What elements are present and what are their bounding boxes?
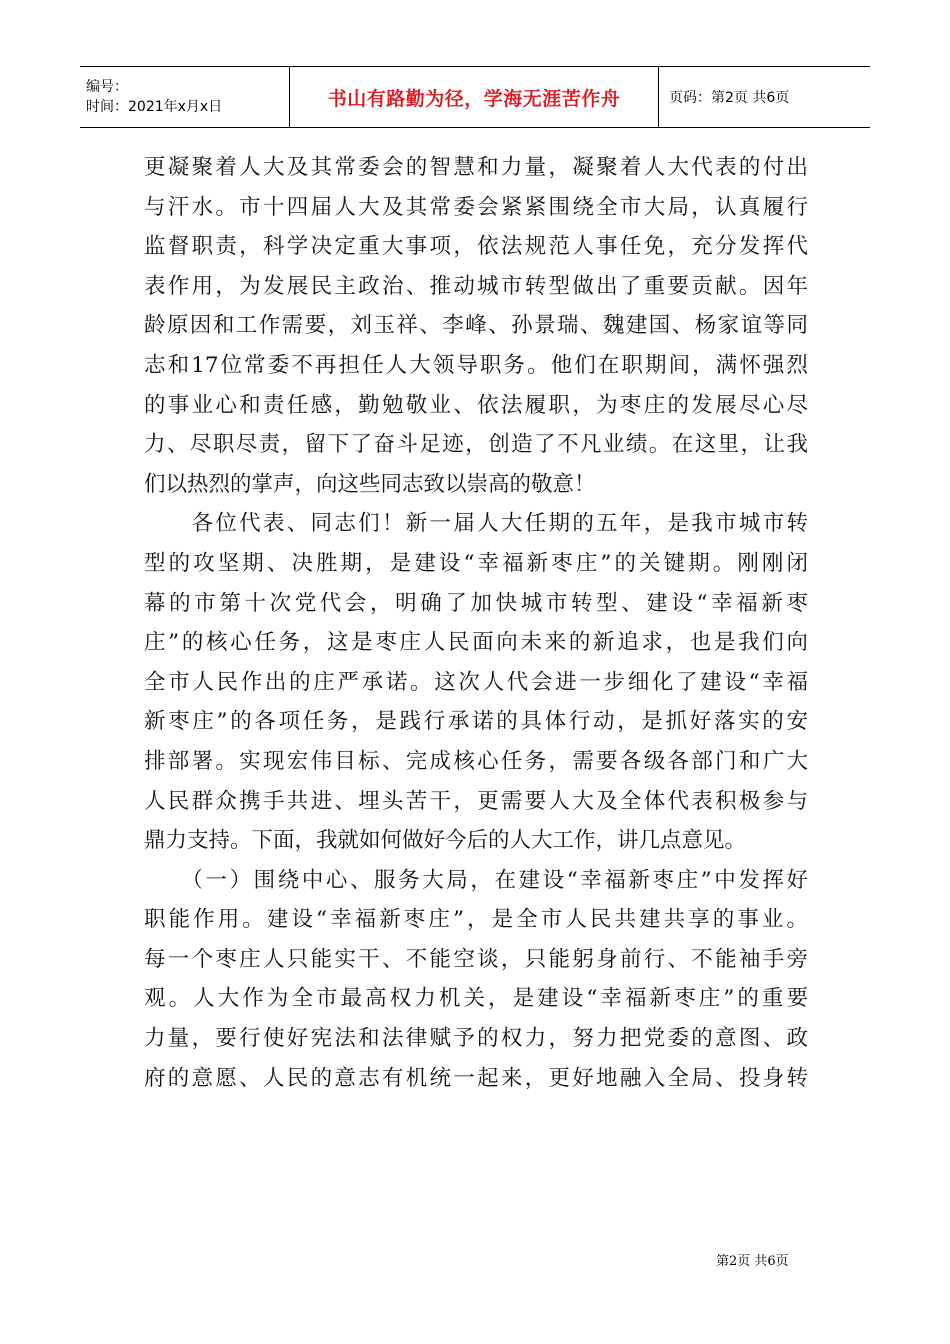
body-line: 幕的市第十次党代会，明确了加快城市转型、建设“幸福新枣 xyxy=(144,590,808,616)
body-line: 型的攻坚期、决胜期，是建设“幸福新枣庄”的关键期。刚刚闭 xyxy=(144,550,808,576)
body-line: 排部署。实现宏伟目标、完成核心任务，需要各级各部门和广大 xyxy=(144,748,808,774)
document-body xyxy=(144,148,808,1098)
body-line: 力量，要行使好宪法和法律赋予的权力，努力把党委的意图、政 xyxy=(144,1026,808,1052)
body-line: 志和17位常委不再担任人大领导职务。他们在职期间，满怀强烈 xyxy=(144,352,808,378)
body-line: 与汗水。市十四届人大及其常委会紧紧围绕全市大局，认真履行 xyxy=(144,194,808,220)
body-line: 更凝聚着人大及其常委会的智慧和力量，凝聚着人大代表的付出 xyxy=(144,155,808,180)
body-line: 全市人民作出的庄严承诺。这次人代会进一步细化了建设“幸福 xyxy=(144,669,808,695)
body-line: 鼎力支持。下面，我就如何做好今后的人大工作，讲几点意见。 xyxy=(144,828,747,854)
body-line: 职能作用。建设“幸福新枣庄”，是全市人民共建共享的事业。 xyxy=(144,907,808,933)
body-line: （一）围绕中心、服务大局，在建设“幸福新枣庄”中发挥好 xyxy=(144,867,808,893)
body-line: 力、尽职尽责，留下了奋斗足迹，创造了不凡业绩。在这里，让我 xyxy=(144,432,808,458)
body-line: 龄原因和工作需要，刘玉祥、李峰、孙景瑞、魏建国、杨家谊等同 xyxy=(144,313,808,339)
header-page-number: 页码：第2页 共6页 xyxy=(669,90,790,106)
body-line: 人民群众携手共进、埋头苦干，更需要人大及全体代表积极参与 xyxy=(144,788,808,814)
body-line: 新枣庄”的各项任务，是践行承诺的具体行动，是抓好落实的安 xyxy=(144,709,808,735)
body-line: 府的意愿、人民的意志有机统一起来，更好地融入全局、投身转 xyxy=(144,1065,808,1091)
document-number-label: 编号： xyxy=(86,79,128,95)
body-line: 监督职责，科学决定重大事项，依法规范人事任免，充分发挥代 xyxy=(144,234,808,260)
page-footer-number: 第2页 共6页 xyxy=(716,1254,789,1269)
body-line: 各位代表、同志们！新一届人大任期的五年，是我市城市转 xyxy=(144,511,808,537)
body-line: 庄”的核心任务，这是枣庄人民面向未来的新追求，也是我们向 xyxy=(144,630,808,656)
header-meta xyxy=(80,67,290,127)
body-line: 表作用，为发展民主政治、推动城市转型做出了重要贡献。因年 xyxy=(144,273,808,299)
header-motto: 书山有路勤为径，学海无涯苦作舟 xyxy=(290,67,659,127)
body-line: 的事业心和责任感，勤勉敬业、依法履职，为枣庄的发展尽心尽 xyxy=(144,392,808,418)
body-line: 们以热烈的掌声，向这些同志致以崇高的敬意！ xyxy=(144,471,596,497)
body-line: 观。人大作为全市最高权力机关，是建设“幸福新枣庄”的重要 xyxy=(144,986,808,1012)
document-date-label: 时间：2021年x月x日 xyxy=(86,99,223,115)
page-header xyxy=(80,66,870,128)
body-line: 每一个枣庄人只能实干、不能空谈，只能躬身前行、不能袖手旁 xyxy=(144,946,808,972)
